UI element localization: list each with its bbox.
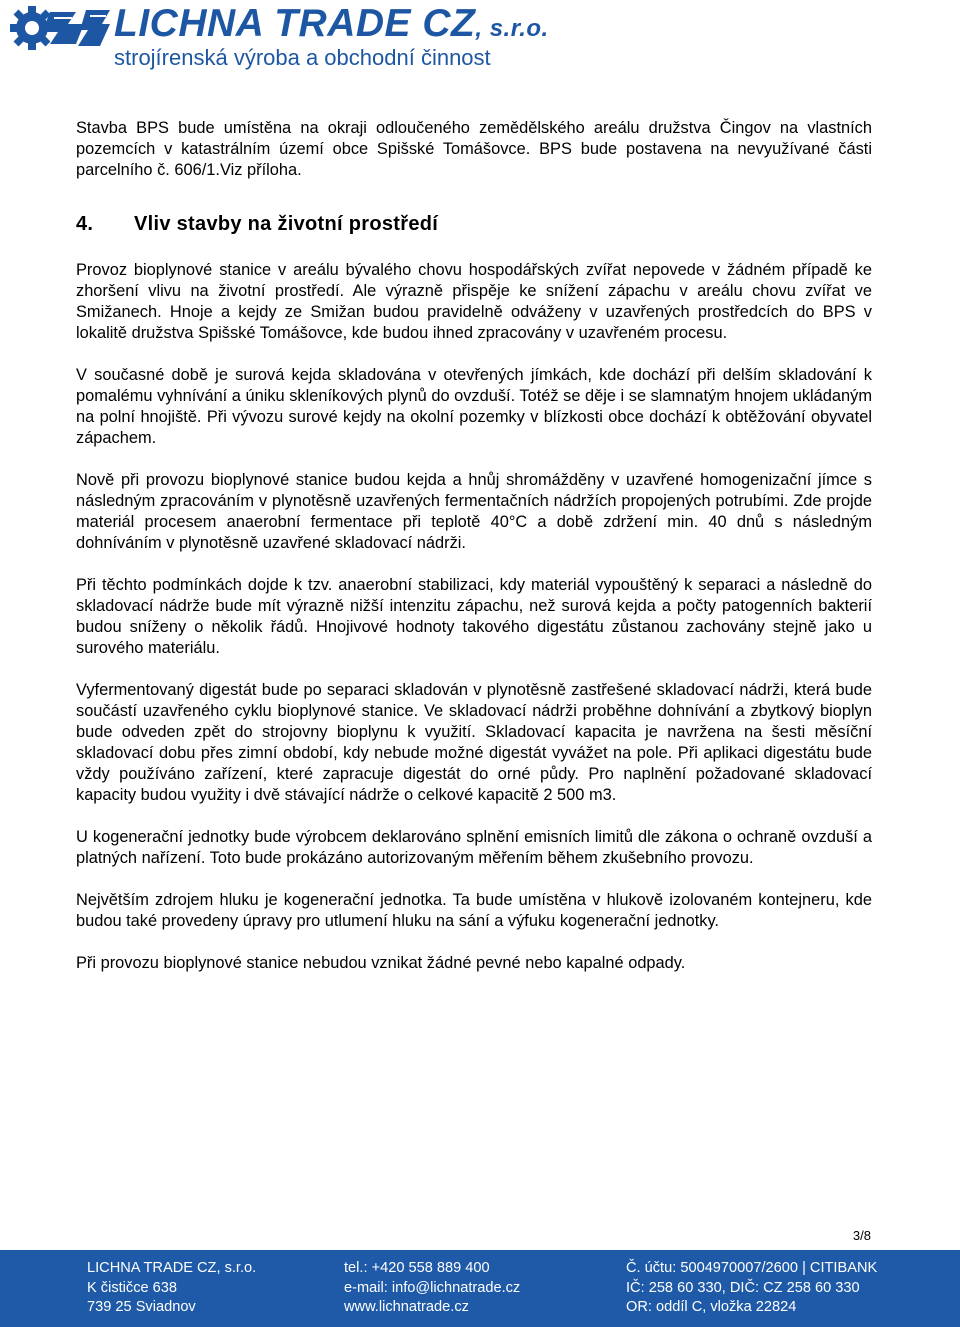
logo-tagline: strojírenská výroba a obchodní činnost <box>114 45 491 70</box>
footer-bank-account: Č. účtu: 5004970007/2600 | CITIBANK <box>626 1260 878 1276</box>
paragraph-stabilization: Při těchto podmínkách dojde k tzv. anaerobní stabilizaci, kdy materiál vypouštěný k separaci a následně do skladovací nádrže bude mít výrazně nižší intenzitu zápachu, než surová kejda a počty patogenních bakterií budou sníženy o několik řádů. Hnojivové hodnoty takového digestátu zůstanou zachovány stejně jako u surového materiálu. <box>76 576 872 657</box>
footer-email: e-mail: info@lichnatrade.cz <box>344 1279 521 1296</box>
footer-address-line: 739 25 Sviadnov <box>87 1299 196 1315</box>
paragraph-noise: Největším zdrojem hluku je kogenerační jednotka. Ta bude umístěna v hlukově izolovaném kontejneru, kde budou také provedeny úpravy pro utlumení hluku na sání a výfuku kogenerační jednotky. <box>76 891 872 930</box>
paragraph-digestate: Vyfermentovaný digestát bude po separaci skladován v plynotěsně zastřešené skladovací nádrži, která bude součástí uzavřeného cyklu bioplynové stanice. Ve skladovací nádrži proběhne dohnívání a zbytkový bioplyn bude odveden zpět do strojovny bioplynu k využití. Skladovací kapacita je navržena na šesti měsíční skladovací dobu přes zimní období, kdy nebude možné digestát vyvážet na pole. Při aplikaci digestátu bude vždy používáno zařízení, které zapracuje digestát do orné půdy. Pro naplnění požadované skladovací kapacity budou využity i dvě stávající nádrže o celkové kapacitě 2 500 m3. <box>76 681 872 804</box>
paragraph-current-state: V současné době je surová kejda skladována v otevřených jímkách, kde dochází při delším skladování k pomalému vyhnívání a úniku skleníkových plynů do ovzduší. Totéž se děje i se slamnatým hnojem ukládaným na polní hnojiště. Při vývozu surové kejdy na okolní pozemky v blízkosti obce dochází k obtěžování obyvatel zápachem. <box>76 366 872 447</box>
logo-company-name: LICHNA TRADE CZ, s.r.o. <box>114 2 549 45</box>
footer-address <box>87 1259 256 1318</box>
footer-commercial-register: OR: oddíl C, vložka 22824 <box>626 1299 797 1315</box>
paragraph-location: Stavba BPS bude umístěna na okraji odloučeného zemědělského areálu družstva Čingov na vlastních pozemcích v katastrálním území obce Spišské Tomášovce. BPS bude postavena na nevyužívané části parcelního č. 606/1.Viz příloha. <box>76 119 872 179</box>
page-number: 3/8 <box>852 1228 871 1243</box>
footer-address-line: LICHNA TRADE CZ, s.r.o. <box>87 1260 257 1276</box>
footer-tax-ids: IČ: 258 60 330, DIČ: CZ 258 60 330 <box>626 1279 860 1296</box>
footer-band <box>0 1250 960 1327</box>
footer-website: www.lichnatrade.cz <box>344 1299 469 1315</box>
paragraph-emissions: U kogenerační jednotky bude výrobcem deklarováno splnění emisních limitů dle zákona o ochraně ovzduší a platných nařízení. Toto bude prokázáno autorizovaným měřením během zkušebního provozu. <box>76 828 872 867</box>
paragraph-new-process: Nově při provozu bioplynové stanice budou kejda a hnůj shromážděny v uzavřené homogenizační jímce s následným zpracováním v plynotěsně uzavřených fermentačních nádržích propojených potrubími. Zde projde materiál procesem anaerobní fermentace při teplotě 40°C a době zdržení min. 40 dnů s následným dohníváním v plynotěsně uzavřené skladovací nádrži. <box>76 471 872 552</box>
company-logo <box>0 0 549 78</box>
document-body <box>76 118 872 995</box>
footer-registry <box>626 1259 877 1318</box>
section-number: 4. <box>76 213 94 235</box>
gear-logo-icon <box>6 4 112 52</box>
paragraph-waste: Při provozu bioplynové stanice nebudou vznikat žádné pevné nebo kapalné odpady. <box>76 954 686 972</box>
footer-address-line: K čističce 638 <box>87 1279 178 1296</box>
section-title: Vliv stavby na životní prostředí <box>134 213 439 235</box>
paragraph-environment: Provoz bioplynové stanice v areálu bývalého chovu hospodářských zvířat nepovede v žádném případě ke zhoršení vlivu na životní prostředí. Ale výrazně přispěje ke snížení zápachu v areálu chovu zvířat ve Smižanech. Hnoje a kejdy ze Smižan budou pravidelně odváženy v uzavřených prostředcích do BPS v lokalitě družstva Spišské Tomášovce, kde budou ihned zpracovány v uzavřeném procesu. <box>76 261 872 342</box>
footer-contact <box>344 1259 520 1318</box>
footer-phone: tel.: +420 558 889 400 <box>344 1260 490 1276</box>
section-heading <box>76 210 872 238</box>
